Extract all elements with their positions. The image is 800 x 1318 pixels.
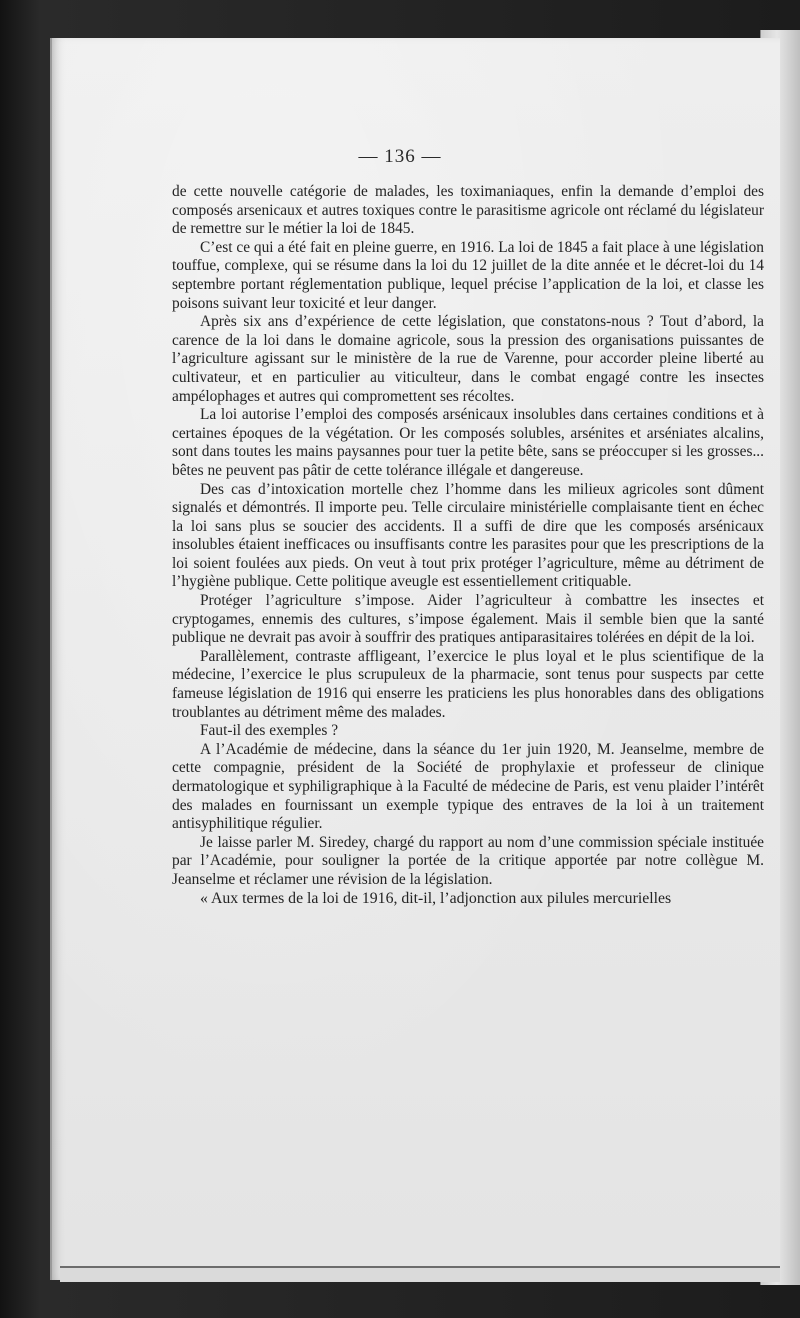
paragraph: « Aux termes de la loi de 1916, dit-il, l’adjonction aux pilules mercurielles [200, 889, 672, 907]
page-number: — 136 — [358, 146, 442, 167]
paragraph: A l’Académie de médecine, dans la séance du 1er juin 1920, M. Jeanselme, membre de cette compagnie, président de la Société de prophylaxie et professeur de clinique dermatologique et syphiligraphique à la Faculté de médecine de Paris, est venu plaider l’intérêt des malades en fournissant un exemple typique des entraves de la loi à un traitement antisyphilitique régulier. [172, 740, 764, 833]
paragraph: Des cas d’intoxication mortelle chez l’homme dans les milieux agricoles sont dûment signalés et démontrés. Il importe peu. Telle circulaire ministérielle complaisante tient en échec la loi sans plus se soucier des accidents. Il a suffi de dire que les composés arsénicaux insolubles étaient inefficaces ou insuffisants contre les parasites pour que les prescriptions de la loi soient foulées aux pieds. On veut à tout prix protéger l’agriculture, même au détriment de l’hygiène publique. Cette politique aveugle est essentiellement critiquable. [172, 480, 764, 591]
paragraph: C’est ce qui a été fait en pleine guerre, en 1916. La loi de 1845 a fait place à une législation touffue, complexe, qui se résume dans la loi du 12 juillet de la dite année et le décret-loi du 14 septembre portant réglementation publique, lequel précise l’application de la loi, et classe les poisons suivant leur toxicité et leur danger. [172, 238, 764, 312]
paragraph: Parallèlement, contraste affligeant, l’exercice le plus loyal et le plus scientifique de la médecine, l’exercice le plus scrupuleux de la pharmacie, sont tenus pour suspects par cette fameuse législation de 1916 qui enserre les praticiens les plus honorables dans des obligations troublantes au détriment même des malades. [172, 647, 764, 721]
page-bottom-edge [60, 1266, 780, 1282]
paragraph: Après six ans d’expérience de cette législation, que constatons-nous ? Tout d’abord, la carence de la loi dans le domaine agricole, sous la pression des organisations puissantes de l’agriculture agissant sur le ministère de la rue de Varenne, pour accorder pleine liberté au cultivateur, et en particulier au viticulteur, dans le combat engagé contre les insectes ampélophages et autres qui compromettent ses récoltes. [172, 313, 764, 405]
paragraph: Je laisse parler M. Siredey, chargé du rapport au nom d’une commission spéciale instituée par l’Académie, pour souligner la portée de la critique apportée par notre collègue M. Jeanselme et réclamer une révision de la législation. [172, 833, 764, 888]
paragraph: de cette nouvelle catégorie de malades, les toximaniaques, enfin la demande d’emploi des composés arsenicaux et autres toxiques contre le parasitisme agricole ont réclamé du législateur de remettre sur le métier la loi de 1845. [172, 183, 764, 238]
paragraph: Protéger l’agriculture s’impose. Aider l’agriculteur à combattre les insectes et cryptogames, ennemis des cultures, s’impose également. Mais il semble bien que la santé publique ne devrait pas avoir à souffrir des pratiques antiparasitaires tolérées en dépit de la loi. [172, 592, 764, 647]
body-text [172, 183, 764, 908]
paragraph: La loi autorise l’emploi des composés arsénicaux insolubles dans certaines conditions et à certaines époques de la végétation. Or les composés solubles, arsénites et arséniates alcalins, sont dans toutes les mains paysannes pour tuer la petite bête, sans se préoccuper si les grosses... bêtes ne peuvent pas pâtir de cette tolérance illégale et dangereuse. [172, 406, 764, 479]
paragraph: Faut-il des exemples ? [200, 722, 339, 740]
